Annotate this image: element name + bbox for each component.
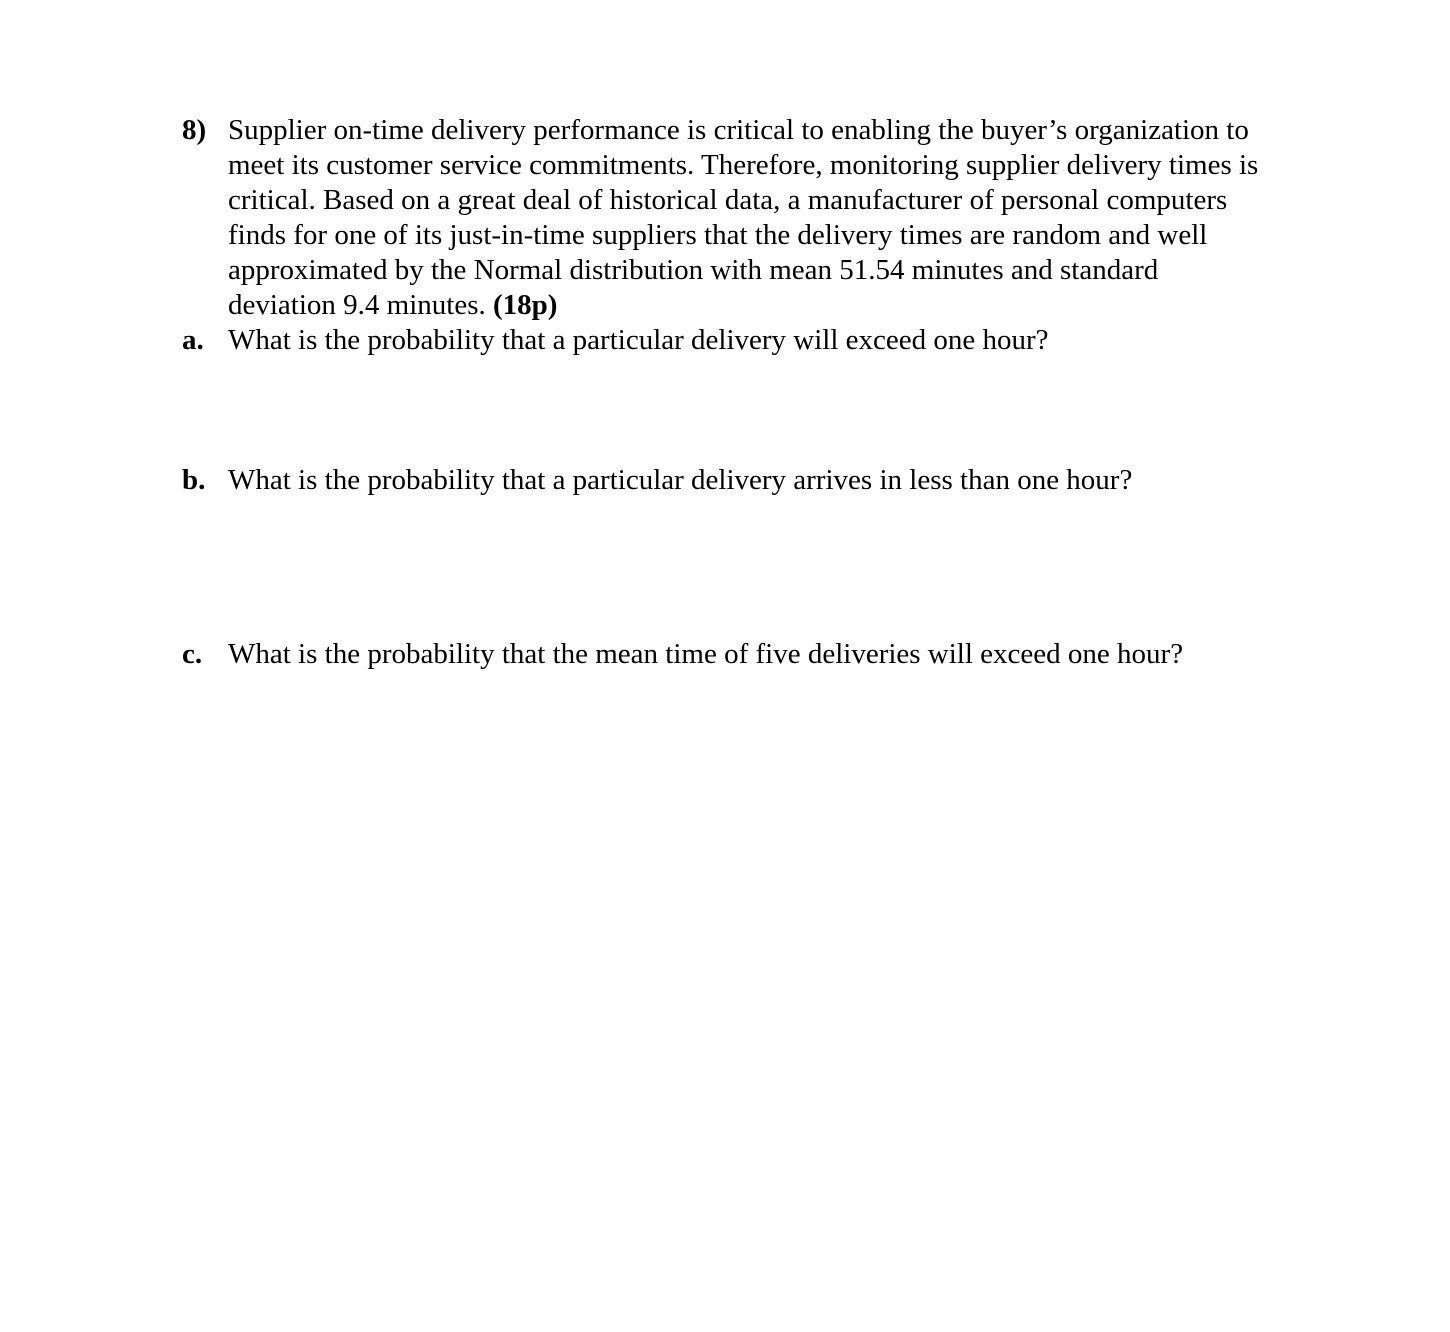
part-a-text: What is the probability that a particular delivery will exceed one hour? <box>228 324 1049 356</box>
question-number: 8) <box>182 114 207 146</box>
part-c-label: c. <box>182 638 203 670</box>
question-stem <box>228 113 1322 323</box>
points-label: (18p) <box>493 289 558 321</box>
part-c-text: What is the probability that the mean time of five deliveries will exceed one hour? <box>228 638 1184 670</box>
part-a-label: a. <box>182 324 204 356</box>
stem-line: Supplier on-time delivery performance is critical to enabling the buyer’s organization to <box>228 114 1249 146</box>
stem-line: approximated by the Normal distribution with mean 51.54 minutes and standard <box>228 254 1159 286</box>
stem-line-text: deviation 9.4 minutes. <box>228 289 486 321</box>
stem-last-line <box>228 288 1322 323</box>
part-b-body <box>228 463 1322 498</box>
stem-line: finds for one of its just-in-time suppliers that the delivery times are random and well <box>228 219 1208 251</box>
part-c-body <box>228 637 1322 672</box>
stem-line: critical. Based on a great deal of historical data, a manufacturer of personal computers <box>228 184 1228 216</box>
part-b-text: What is the probability that a particular delivery arrives in less than one hour? <box>228 464 1133 496</box>
stem-line: meet its customer service commitments. Therefore, monitoring supplier delivery times is <box>228 149 1259 181</box>
part-b-label: b. <box>182 464 206 496</box>
part-a-body <box>228 323 1322 358</box>
